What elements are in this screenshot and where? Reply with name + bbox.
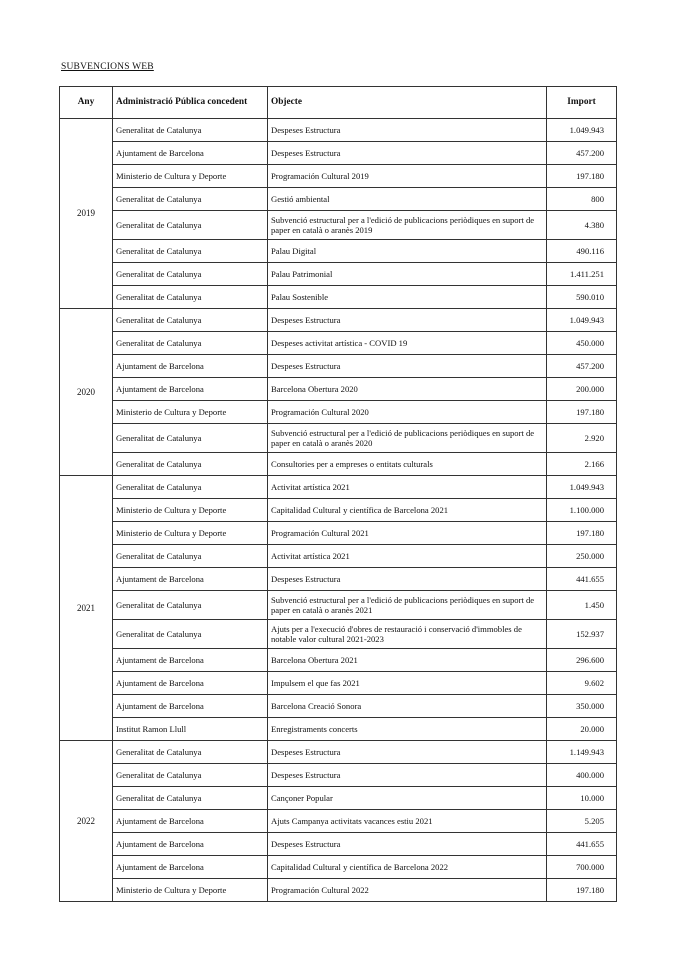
import-cell: 700.000: [547, 856, 617, 879]
admin-cell: Ajuntament de Barcelona: [113, 695, 268, 718]
admin-cell: Generalitat de Catalunya: [113, 309, 268, 332]
objecte-cell: Despeses Estructura: [268, 119, 547, 142]
year-cell: 2019: [60, 119, 113, 309]
import-cell: 490.116: [547, 240, 617, 263]
year-cell: 2020: [60, 309, 113, 476]
table-row: [60, 810, 617, 833]
objecte-cell: Subvenció estructural per a l'edició de publicacions periòdiques en suport de paper en català o aranès 2019: [268, 211, 547, 240]
admin-cell: Ajuntament de Barcelona: [113, 672, 268, 695]
objecte-cell: Cançoner Popular: [268, 787, 547, 810]
objecte-cell: Despeses Estructura: [268, 833, 547, 856]
objecte-cell: Programación Cultural 2020: [268, 401, 547, 424]
objecte-cell: Despeses Estructura: [268, 309, 547, 332]
objecte-cell: Palau Digital: [268, 240, 547, 263]
objecte-cell: Capitalidad Cultural y científica de Barcelona 2022: [268, 856, 547, 879]
table-row: [60, 424, 617, 453]
import-cell: 1.049.943: [547, 309, 617, 332]
table-header-row: [60, 87, 617, 119]
import-cell: 5.205: [547, 810, 617, 833]
import-cell: 4.380: [547, 211, 617, 240]
admin-cell: Generalitat de Catalunya: [113, 741, 268, 764]
admin-cell: Ajuntament de Barcelona: [113, 142, 268, 165]
table-row: [60, 309, 617, 332]
admin-cell: Ministerio de Cultura y Deporte: [113, 879, 268, 902]
admin-cell: Ministerio de Cultura y Deporte: [113, 401, 268, 424]
table-row: [60, 142, 617, 165]
admin-cell: Ministerio de Cultura y Deporte: [113, 522, 268, 545]
admin-cell: Ajuntament de Barcelona: [113, 856, 268, 879]
import-cell: 197.180: [547, 165, 617, 188]
table-row: [60, 119, 617, 142]
objecte-cell: Despeses Estructura: [268, 764, 547, 787]
objecte-cell: Subvenció estructural per a l'edició de publicacions periòdiques en suport de paper en català o aranès 2020: [268, 424, 547, 453]
import-cell: 197.180: [547, 879, 617, 902]
objecte-cell: Barcelona Creació Sonora: [268, 695, 547, 718]
admin-cell: Generalitat de Catalunya: [113, 620, 268, 649]
objecte-cell: Enregistraments concerts: [268, 718, 547, 741]
objecte-cell: Palau Sostenible: [268, 286, 547, 309]
objecte-cell: Ajuts per a l'execució d'obres de restauració i conservació d'immobles de notable valor cultural 2021-2023: [268, 620, 547, 649]
table-row: [60, 718, 617, 741]
table-row: [60, 545, 617, 568]
import-cell: 457.200: [547, 142, 617, 165]
admin-cell: Ajuntament de Barcelona: [113, 355, 268, 378]
objecte-cell: Subvenció estructural per a l'edició de publicacions periòdiques en suport de paper en català o aranès 2021: [268, 591, 547, 620]
admin-cell: Generalitat de Catalunya: [113, 240, 268, 263]
import-cell: 10.000: [547, 787, 617, 810]
objecte-cell: Despeses activitat artística - COVID 19: [268, 332, 547, 355]
import-cell: 1.411.251: [547, 263, 617, 286]
objecte-cell: Despeses Estructura: [268, 741, 547, 764]
subsidies-table: [59, 86, 617, 902]
objecte-cell: Programación Cultural 2022: [268, 879, 547, 902]
table-row: [60, 568, 617, 591]
import-cell: 197.180: [547, 401, 617, 424]
objecte-cell: Despeses Estructura: [268, 142, 547, 165]
table-row: [60, 522, 617, 545]
table-row: [60, 211, 617, 240]
import-cell: 1.450: [547, 591, 617, 620]
objecte-cell: Barcelona Obertura 2021: [268, 649, 547, 672]
header-objecte: Objecte: [268, 87, 547, 119]
admin-cell: Ajuntament de Barcelona: [113, 378, 268, 401]
admin-cell: Ajuntament de Barcelona: [113, 649, 268, 672]
admin-cell: Generalitat de Catalunya: [113, 764, 268, 787]
objecte-cell: Despeses Estructura: [268, 355, 547, 378]
import-cell: 296.600: [547, 649, 617, 672]
table-row: [60, 741, 617, 764]
table-row: [60, 672, 617, 695]
table-row: [60, 764, 617, 787]
admin-cell: Generalitat de Catalunya: [113, 263, 268, 286]
objecte-cell: Impulsem el que fas 2021: [268, 672, 547, 695]
table-row: [60, 263, 617, 286]
table-row: [60, 856, 617, 879]
admin-cell: Generalitat de Catalunya: [113, 188, 268, 211]
table-row: [60, 378, 617, 401]
document-title: SUBVENCIONS WEB: [61, 62, 154, 72]
admin-cell: Generalitat de Catalunya: [113, 453, 268, 476]
import-cell: 590.010: [547, 286, 617, 309]
import-cell: 441.655: [547, 833, 617, 856]
admin-cell: Ministerio de Cultura y Deporte: [113, 499, 268, 522]
table-row: [60, 355, 617, 378]
objecte-cell: Despeses Estructura: [268, 568, 547, 591]
import-cell: 250.000: [547, 545, 617, 568]
table-row: [60, 649, 617, 672]
import-cell: 9.602: [547, 672, 617, 695]
import-cell: 2.920: [547, 424, 617, 453]
objecte-cell: Barcelona Obertura 2020: [268, 378, 547, 401]
table-body: [60, 119, 617, 902]
import-cell: 1.049.943: [547, 119, 617, 142]
admin-cell: Ajuntament de Barcelona: [113, 810, 268, 833]
admin-cell: Institut Ramon Llull: [113, 718, 268, 741]
admin-cell: Generalitat de Catalunya: [113, 424, 268, 453]
import-cell: 200.000: [547, 378, 617, 401]
objecte-cell: Capitalidad Cultural y científica de Barcelona 2021: [268, 499, 547, 522]
header-import: Import: [547, 87, 617, 119]
table-row: [60, 499, 617, 522]
import-cell: 1.049.943: [547, 476, 617, 499]
import-cell: 457.200: [547, 355, 617, 378]
table-row: [60, 453, 617, 476]
table-row: [60, 787, 617, 810]
objecte-cell: Consultories per a empreses o entitats culturals: [268, 453, 547, 476]
admin-cell: Generalitat de Catalunya: [113, 119, 268, 142]
table-row: [60, 620, 617, 649]
admin-cell: Generalitat de Catalunya: [113, 211, 268, 240]
table-row: [60, 695, 617, 718]
import-cell: 400.000: [547, 764, 617, 787]
admin-cell: Ajuntament de Barcelona: [113, 568, 268, 591]
table-row: [60, 833, 617, 856]
year-cell: 2022: [60, 741, 113, 902]
admin-cell: Generalitat de Catalunya: [113, 787, 268, 810]
objecte-cell: Gestió ambiental: [268, 188, 547, 211]
objecte-cell: Activitat artística 2021: [268, 545, 547, 568]
objecte-cell: Palau Patrimonial: [268, 263, 547, 286]
table-row: [60, 332, 617, 355]
year-cell: 2021: [60, 476, 113, 741]
objecte-cell: Programación Cultural 2019: [268, 165, 547, 188]
objecte-cell: Activitat artística 2021: [268, 476, 547, 499]
table-row: [60, 879, 617, 902]
admin-cell: Generalitat de Catalunya: [113, 476, 268, 499]
admin-cell: Generalitat de Catalunya: [113, 545, 268, 568]
admin-cell: Generalitat de Catalunya: [113, 286, 268, 309]
import-cell: 800: [547, 188, 617, 211]
objecte-cell: Programación Cultural 2021: [268, 522, 547, 545]
import-cell: 197.180: [547, 522, 617, 545]
table-row: [60, 476, 617, 499]
admin-cell: Ajuntament de Barcelona: [113, 833, 268, 856]
table-row: [60, 188, 617, 211]
import-cell: 441.655: [547, 568, 617, 591]
table-row: [60, 286, 617, 309]
import-cell: 20.000: [547, 718, 617, 741]
header-administracio: Administració Pública concedent: [113, 87, 268, 119]
admin-cell: Ministerio de Cultura y Deporte: [113, 165, 268, 188]
import-cell: 1.100.000: [547, 499, 617, 522]
table-row: [60, 240, 617, 263]
table-row: [60, 591, 617, 620]
table-row: [60, 401, 617, 424]
import-cell: 350.000: [547, 695, 617, 718]
admin-cell: Generalitat de Catalunya: [113, 332, 268, 355]
header-any: Any: [60, 87, 113, 119]
table-row: [60, 165, 617, 188]
objecte-cell: Ajuts Campanya activitats vacances estiu 2021: [268, 810, 547, 833]
admin-cell: Generalitat de Catalunya: [113, 591, 268, 620]
import-cell: 2.166: [547, 453, 617, 476]
import-cell: 152.937: [547, 620, 617, 649]
import-cell: 1.149.943: [547, 741, 617, 764]
import-cell: 450.000: [547, 332, 617, 355]
